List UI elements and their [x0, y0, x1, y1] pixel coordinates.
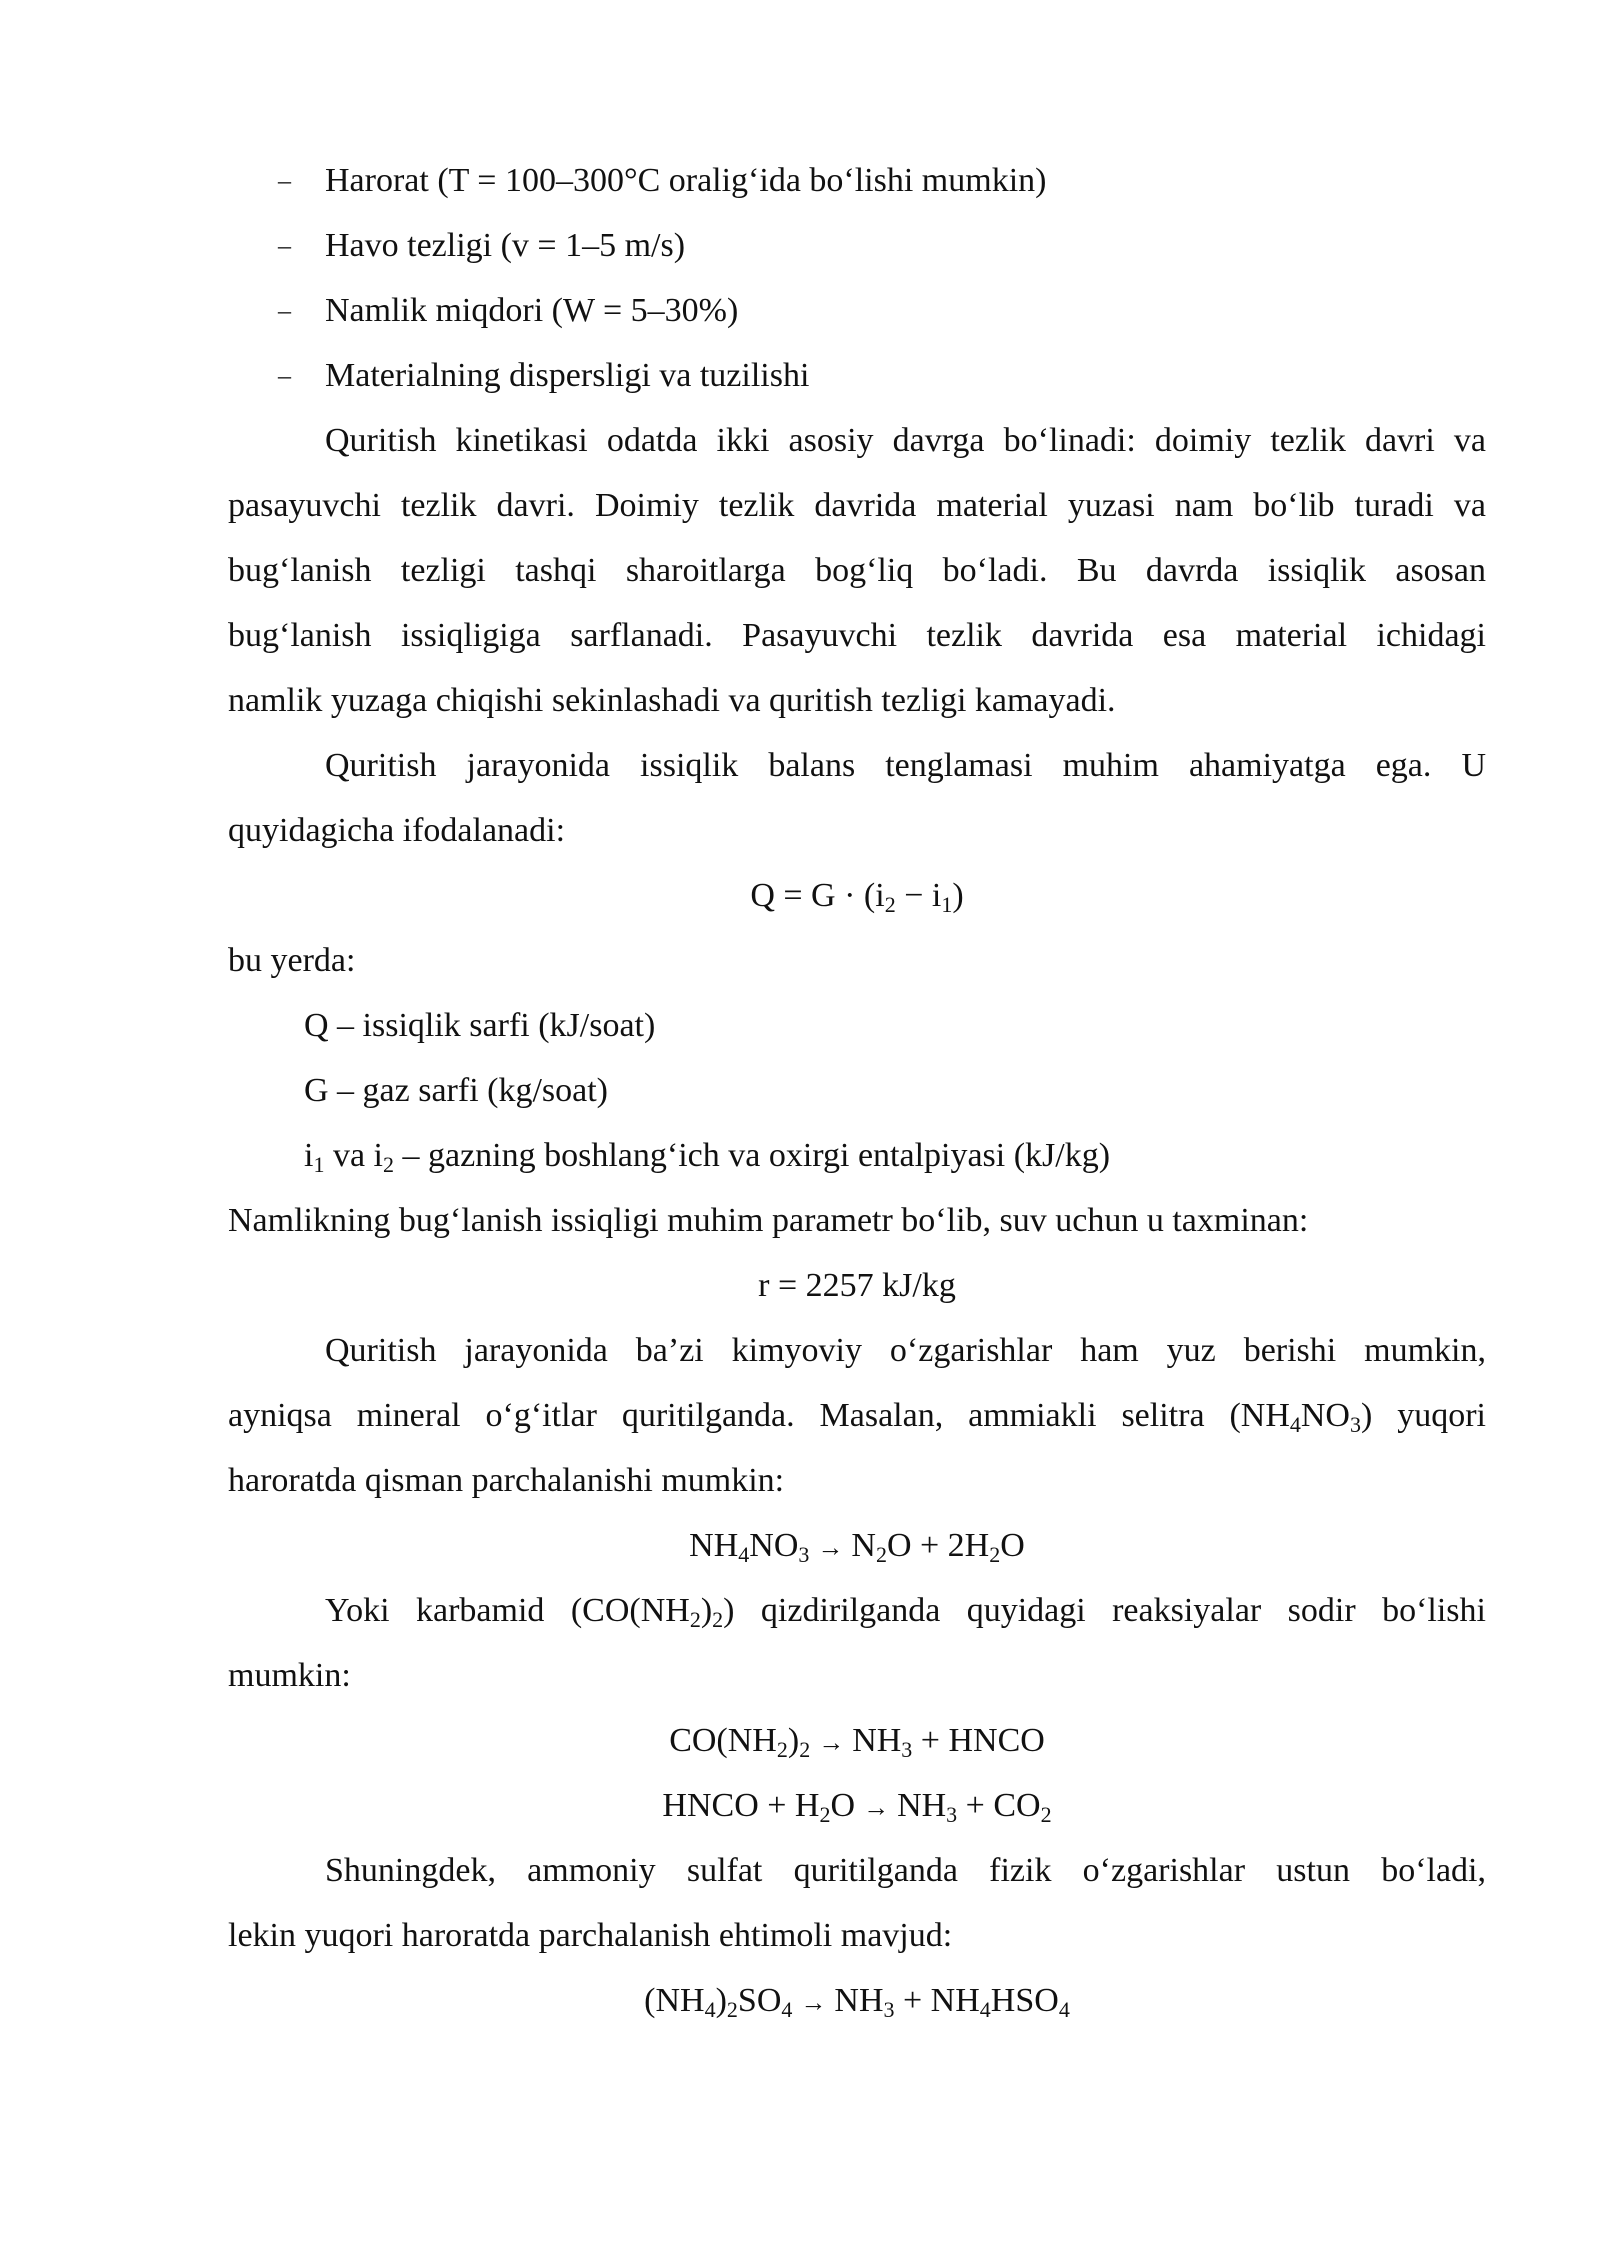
paragraph-line: haroratda qisman parchalanishi mumkin:: [228, 1462, 785, 1499]
equation-ammonium-nitrate: $NH_4NO_3 \to N_2O + 2H_2O$: [689, 1527, 1025, 1567]
paragraph-line: pasayuvchi tezlik davri. Doimiy tezlik davrida material yuzasi nam bo‘lib turadi va: [228, 487, 1486, 524]
arrow-icon: →: [818, 1728, 845, 1757]
equation-latent-heat: r = 2257 kJ/kg: [758, 1267, 956, 1304]
paragraph-line: mumkin:: [228, 1657, 351, 1694]
list-item-text: Havo tezligi (v = 1–5 m/s): [325, 227, 686, 264]
paragraph-line: Namlikning bug‘lanish issiqligi muhim parametr bo‘lib, suv uchun u taxminan:: [228, 1202, 1309, 1239]
where-label: bu yerda:: [228, 942, 356, 979]
bullet-dash: –: [278, 296, 291, 325]
bullet-dash: –: [278, 361, 291, 390]
bullet-dash: –: [278, 231, 291, 260]
paragraph-chemical-changes: [228, 1318, 1486, 1513]
list-item: [228, 343, 1486, 408]
list-item-text: Harorat (T = 100–300°C oralig‘ida bo‘lishi mumkin): [325, 162, 1047, 199]
paragraph-line: quyidagicha ifodalanadi:: [228, 812, 566, 849]
paragraph-line: namlik yuzaga chiqishi sekinlashadi va quritish tezligi kamayadi.: [228, 682, 1116, 719]
paragraph-ammonium-sulfate: [228, 1838, 1486, 1968]
definition-g: G – gaz sarfi (kg/soat): [304, 1072, 609, 1109]
list-item: [228, 213, 1486, 278]
paragraph-line: lekin yuqori haroratda parchalanish ehtimoli mavjud:: [228, 1917, 953, 1954]
paragraph-kinetics: [228, 408, 1486, 733]
paragraph-line: bug‘lanish tezligi tashqi sharoitlarga bog‘liq bo‘ladi. Bu davrda issiqlik asosan: [228, 552, 1486, 589]
list-item-text: Namlik miqdori (W = 5–30%): [325, 292, 739, 329]
paragraph-line: Yoki karbamid $(CO(NH_2)_2)$ qizdirilganda quyidagi reaksiyalar sodir bo‘lishi: [325, 1592, 1486, 1632]
definition-i: $i_1$ va $i_2$ – gazning boshlang‘ich va oxirgi entalpiyasi (kJ/kg): [304, 1137, 1111, 1177]
arrow-icon: →: [800, 1988, 827, 2017]
paragraph-line: ayniqsa mineral o‘g‘itlar quritilganda. Masalan, ammiakli selitra $(NH_4NO_3)$ yuqori: [228, 1397, 1486, 1437]
paragraph-line: Quritish kinetikasi odatda ikki asosiy davrga bo‘linadi: doimiy tezlik davri va: [325, 422, 1486, 459]
list-item: [228, 148, 1486, 213]
list-item-text: Materialning dispersligi va tuzilishi: [325, 357, 810, 394]
paragraph-urea: [228, 1578, 1486, 1708]
bullet-dash: –: [278, 166, 291, 195]
list-item: [228, 278, 1486, 343]
paragraph-line: Quritish jarayonida issiqlik balans tenglamasi muhim ahamiyatga ega. U: [325, 747, 1486, 784]
equation-ammonium-sulfate: $(NH_4)_2SO_4 \to NH_3 + NH_4HSO_4$: [644, 1982, 1070, 2022]
paragraph-line: bug‘lanish issiqligiga sarflanadi. Pasayuvchi tezlik davrida esa material ichidagi: [228, 617, 1486, 654]
paragraph-line: Shuningdek, ammoniy sulfat quritilganda fizik o‘zgarishlar ustun bo‘ladi,: [325, 1852, 1486, 1889]
arrow-icon: →: [863, 1793, 890, 1822]
equation-urea-decomposition: $CO(NH_2)_2 \to NH_3$ + HNCO: [669, 1722, 1045, 1762]
paragraph-line: Quritish jarayonida ba’zi kimyoviy o‘zgarishlar ham yuz berishi mumkin,: [325, 1332, 1486, 1369]
paragraph-heat-balance: [228, 733, 1486, 863]
equation-heat-balance: $Q = G \cdot (i_2 - i_1)$: [750, 877, 964, 917]
page-content: [228, 148, 1486, 2033]
equation-hnco-hydrolysis: HNCO + $H_2O \to NH_3 + CO_2$: [662, 1787, 1052, 1827]
definition-q: Q – issiqlik sarfi (kJ/soat): [304, 1007, 656, 1044]
arrow-icon: →: [817, 1533, 844, 1562]
